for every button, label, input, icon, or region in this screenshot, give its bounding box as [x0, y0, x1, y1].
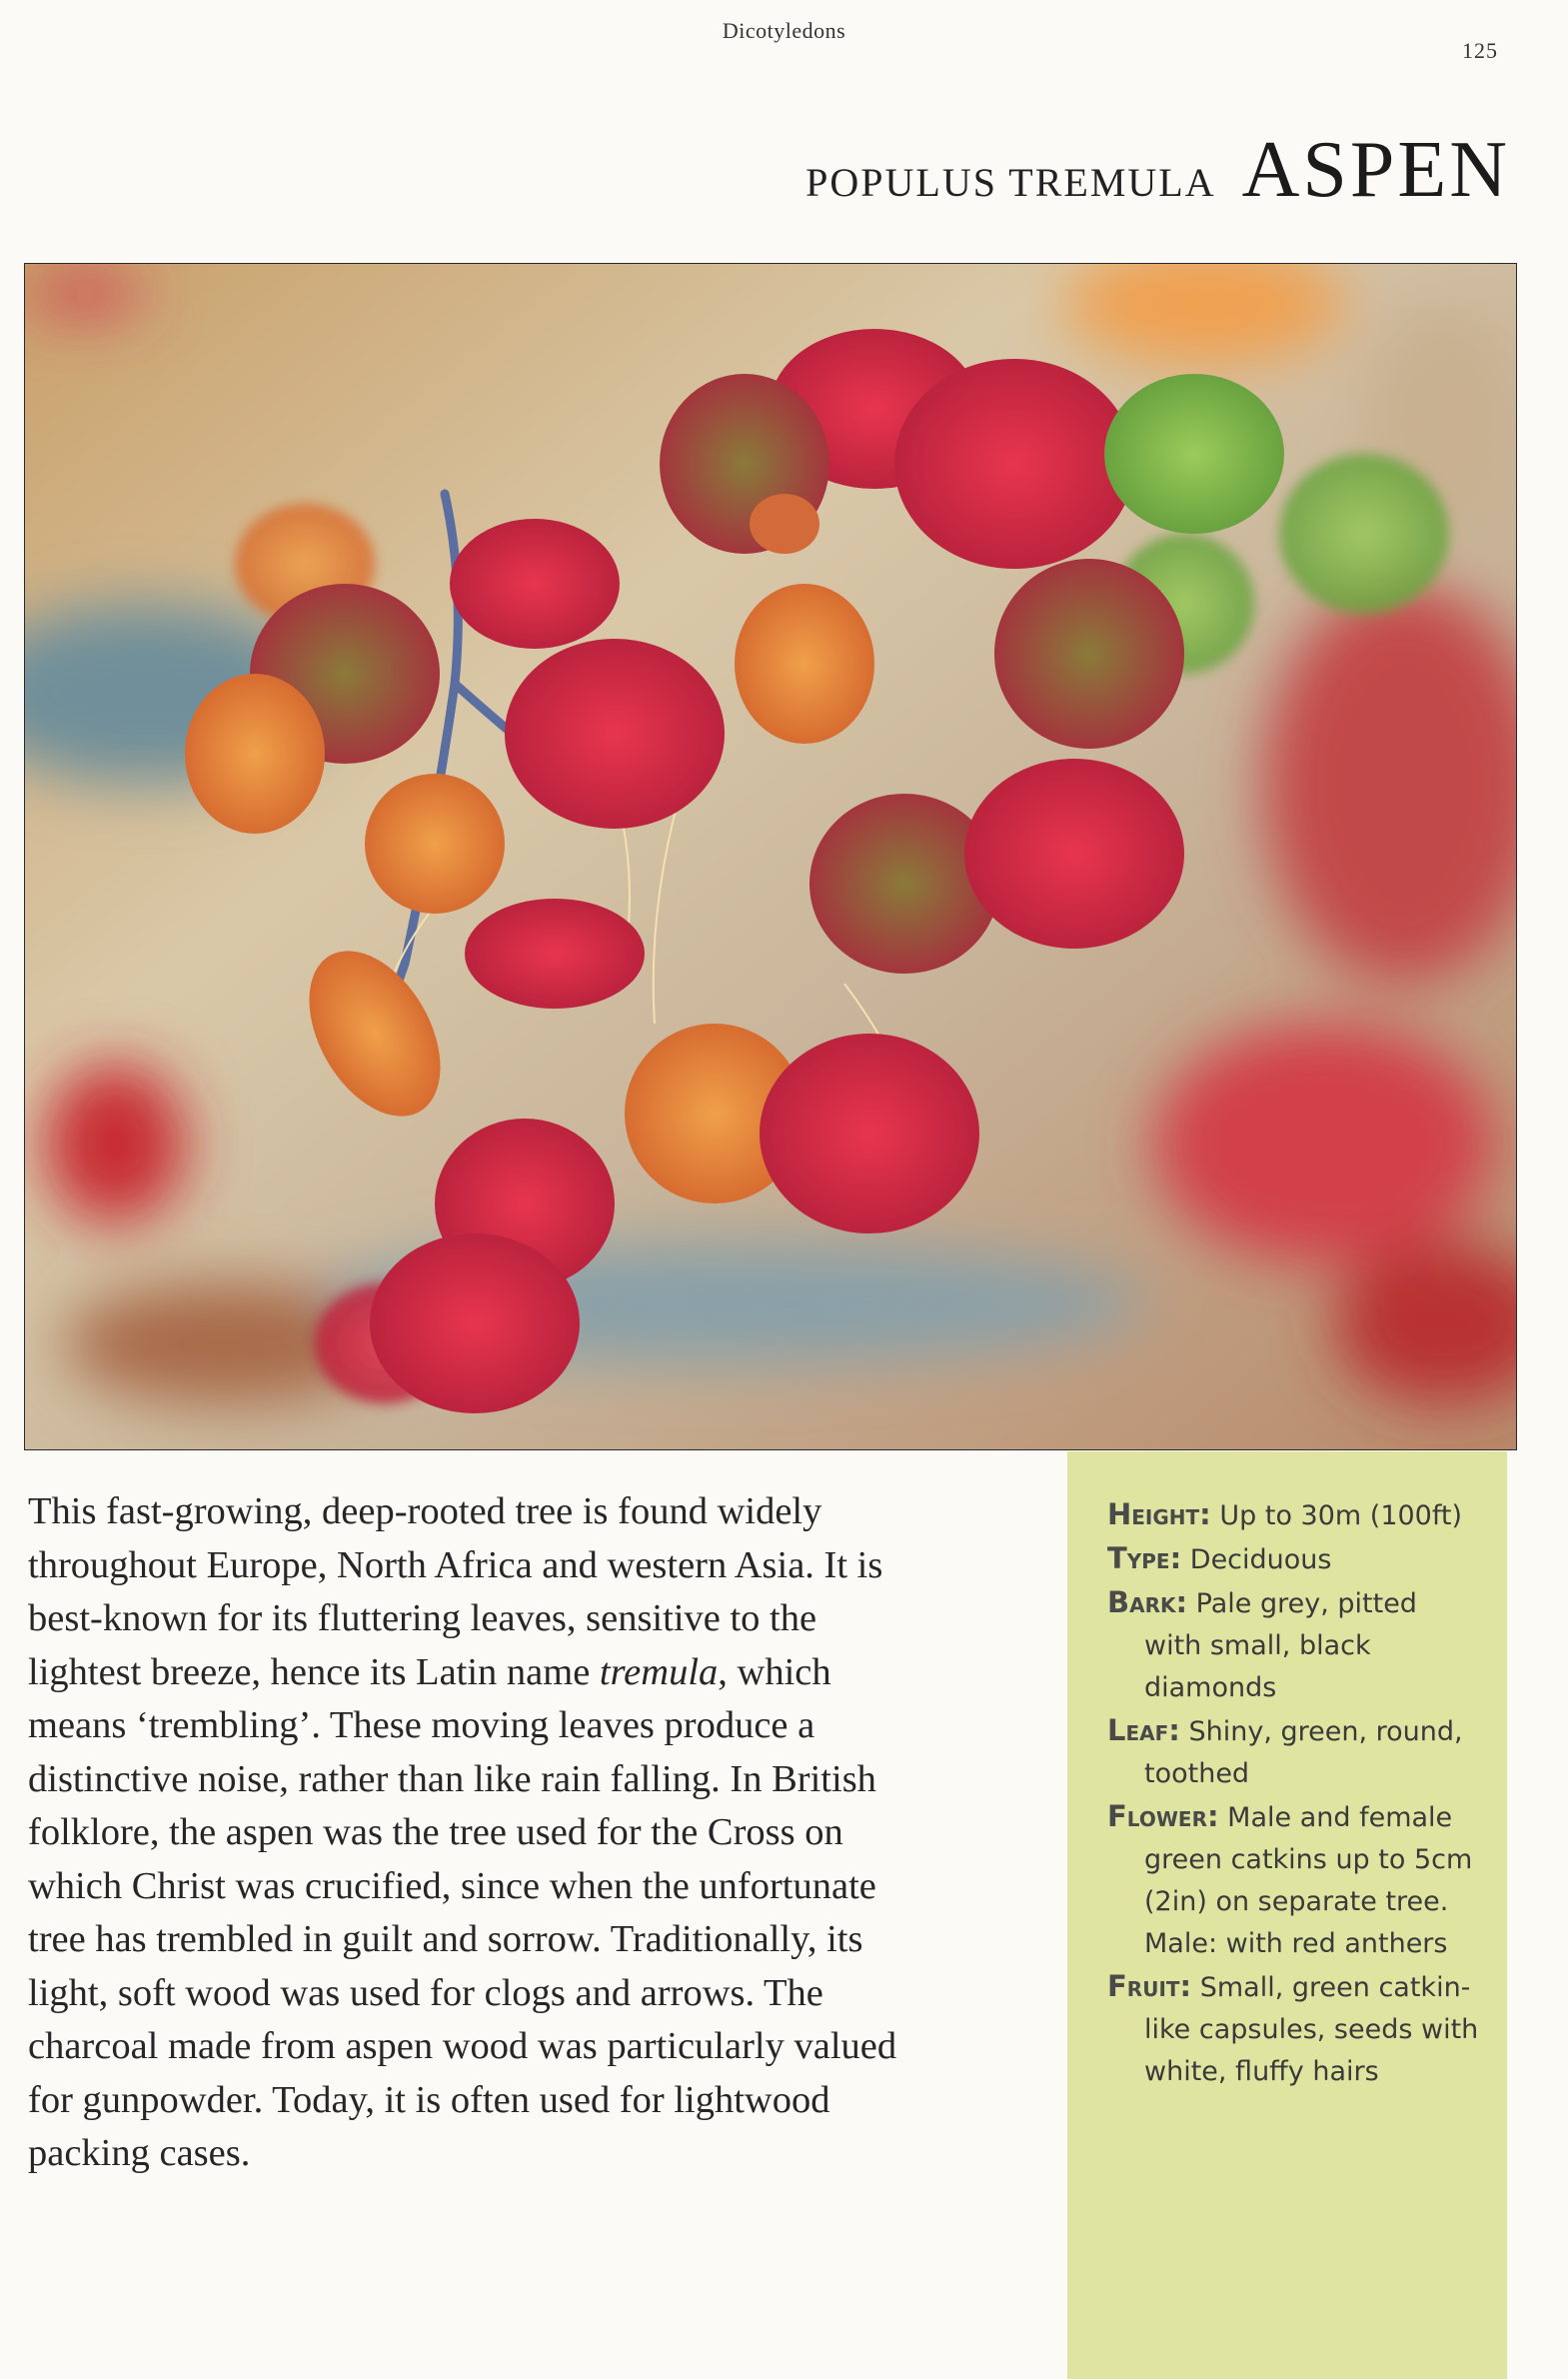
body-line: folklore, the aspen was the tree used for the Cross on [28, 1811, 843, 1853]
body-line: tree has trembled in guilt and sorrow. Traditionally, its [28, 1918, 863, 1960]
body-line: This fast-growing, deep-rooted tree is found widely [28, 1490, 822, 1532]
body-line: best-known for its fluttering leaves, sensitive to the [28, 1597, 817, 1639]
fact-value: Pale grey, pitted [1195, 1588, 1417, 1619]
fact-value: with small, black [1144, 1630, 1371, 1661]
aspen-leaves-photo [24, 263, 1517, 1450]
body-line: light, soft wood was used for clogs and arrows. The [28, 1971, 823, 2014]
fact-label: Leaf: [1107, 1713, 1180, 1747]
body-line: distinctive noise, rather than like rain falling. In British [28, 1757, 876, 1800]
latin-name: POPULUS TREMULA [805, 160, 1216, 205]
fact-label: Height: [1107, 1497, 1211, 1531]
fact-value: Small, green catkin- [1199, 1972, 1471, 2003]
body-line-part: , which [718, 1650, 831, 1693]
fact-value: Up to 30m (100ft) [1219, 1500, 1463, 1531]
page-number: 125 [1462, 38, 1498, 63]
fact-value: Male: with red anthers [1144, 1928, 1448, 1959]
description-paragraph [28, 1485, 1057, 2181]
fact-value: (2in) on separate tree. [1144, 1886, 1449, 1917]
page-title [805, 126, 1510, 214]
fact-fruit [1107, 1965, 1497, 2093]
body-line-with-italic [28, 1646, 1057, 1700]
fact-flower [1107, 1795, 1497, 1965]
fact-value: Shiny, green, round, [1188, 1716, 1463, 1747]
fact-value: white, fluffy hairs [1144, 2056, 1379, 2087]
body-line: charcoal made from aspen wood was particularly valued [28, 2025, 897, 2067]
fact-box [1067, 1451, 1507, 2379]
fact-leaf [1107, 1709, 1497, 1795]
fact-type [1107, 1537, 1497, 1581]
body-line: packing cases. [28, 2132, 251, 2174]
body-line-part: lightest breeze, hence its Latin name [28, 1650, 600, 1693]
running-head: Dicotyledons [722, 18, 846, 43]
fact-bark [1107, 1581, 1497, 1709]
fact-height [1107, 1493, 1497, 1537]
fact-value: Male and female [1227, 1802, 1453, 1833]
body-line: for gunpowder. Today, it is often used for lightwood [28, 2078, 830, 2121]
common-name: ASPEN [1241, 126, 1510, 214]
fact-label: Flower: [1107, 1799, 1219, 1833]
fact-list [1107, 1493, 1497, 2093]
body-line: means ‘trembling’. These moving leaves produce a [28, 1704, 815, 1746]
fact-value: toothed [1144, 1758, 1250, 1789]
fact-label: Bark: [1107, 1585, 1188, 1619]
body-text [28, 1485, 1057, 2181]
fact-label: Fruit: [1107, 1969, 1192, 2003]
body-line: which Christ was crucified, since when the unfortunate [28, 1864, 876, 1907]
fact-label: Type: [1107, 1541, 1182, 1575]
latin-term: tremula [599, 1650, 719, 1693]
fact-value: like capsules, seeds with [1144, 2014, 1479, 2045]
fact-value: green catkins up to 5cm [1144, 1844, 1473, 1875]
fact-value: diamonds [1144, 1672, 1277, 1703]
body-line: throughout Europe, North Africa and western Asia. It is [28, 1543, 883, 1586]
fact-value: Deciduous [1189, 1544, 1332, 1575]
